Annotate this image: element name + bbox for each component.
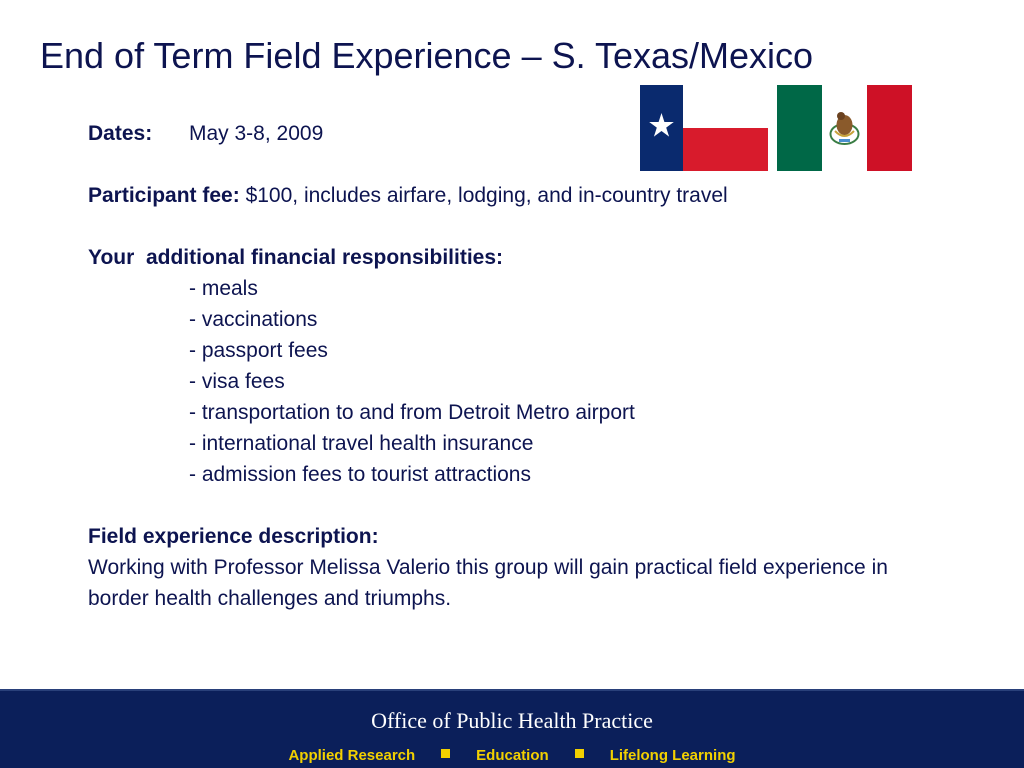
footer-divider: [0, 689, 1024, 691]
footer-links: [0, 747, 1024, 765]
footer-link-applied-research: Applied Research: [288, 747, 416, 764]
dates-row: [88, 118, 968, 149]
responsibility-item: - vaccinations: [189, 308, 318, 331]
responsibility-item: - transportation to and from Detroit Metro airport: [189, 401, 635, 424]
footer-office-name: Office of Public Health Practice: [371, 708, 653, 733]
responsibilities-heading: Your additional financial responsibilities:: [88, 246, 504, 269]
responsibility-item: - visa fees: [189, 370, 285, 393]
footer: [0, 689, 1024, 768]
responsibility-item: - admission fees to tourist attractions: [189, 463, 531, 486]
footer-link-lifelong-learning: Lifelong Learning: [609, 747, 736, 764]
participant-fee-row: [88, 180, 968, 211]
slide-body: [88, 118, 968, 614]
slide-title: End of Term Field Experience – S. Texas/Mexico: [40, 35, 814, 76]
responsibility-item: - passport fees: [189, 339, 328, 362]
description-heading: Field experience description:: [88, 525, 379, 548]
responsibility-item: - international travel health insurance: [189, 432, 534, 455]
description-text: Working with Professor Melissa Valerio this group will gain practical field experience in border health challenges and triumphs.: [88, 556, 888, 610]
square-bullet-icon: [441, 749, 450, 758]
square-bullet-icon: [575, 749, 584, 758]
dates-value: May 3-8, 2009: [189, 122, 324, 145]
dates-label: Dates:: [88, 122, 153, 145]
participant-fee-value: $100, includes airfare, lodging, and in-country travel: [245, 184, 728, 207]
participant-fee-label: Participant fee:: [88, 184, 240, 207]
responsibility-item: - meals: [189, 277, 258, 300]
footer-link-education: Education: [476, 747, 549, 764]
